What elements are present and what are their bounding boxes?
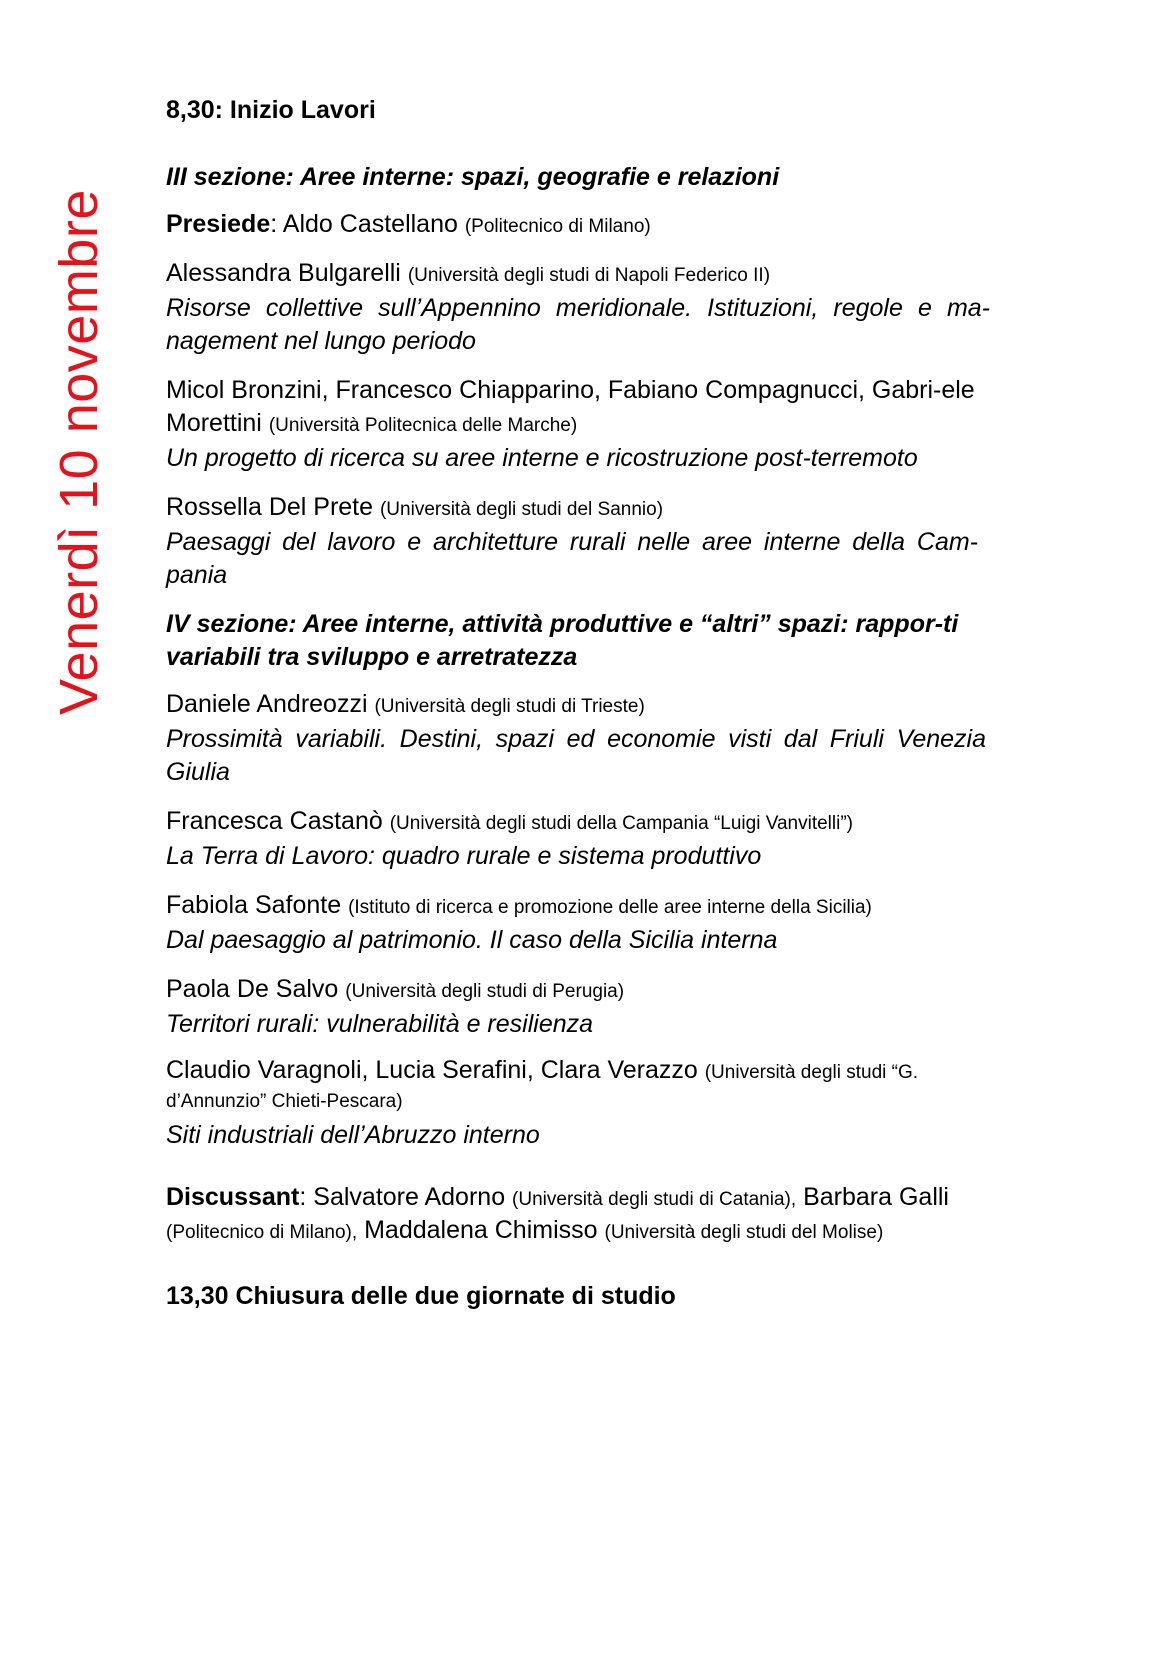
talk-item <box>166 973 1038 1041</box>
talk-title: Paesaggi del lavoro e architetture rurali nelle aree interne della Cam-pania <box>166 528 978 589</box>
talk-authors: Francesca Castanò <box>166 807 383 835</box>
talk-item <box>166 491 1038 592</box>
section-4-talks <box>166 688 1038 1152</box>
talk-authors: Paola De Salvo <box>166 975 339 1003</box>
discussant-name: Maddalena Chimisso <box>364 1216 598 1244</box>
section-4-title: IV sezione: Aree interne, attività produttive e “altri” spazi: rappor-ti variabili tra sviluppo e arretratezza <box>166 610 959 671</box>
date-title: Venerdì 10 novembre <box>49 189 109 715</box>
talk-affiliation: (Università degli studi del Sannio) <box>379 499 664 520</box>
talk-authors: Fabiola Safonte <box>166 891 342 919</box>
chair-label: Presiede <box>166 210 271 238</box>
section-3-talks <box>166 257 1038 592</box>
talk-authors: Micol Bronzini, Francesco Chiapparino, Fabiano Compagnucci, Gabri-ele Morettini <box>166 376 975 437</box>
talk-item <box>166 805 1038 873</box>
talk-authors: Alessandra Bulgarelli <box>166 259 401 287</box>
opening-time: 8,30: Inizio Lavori <box>166 96 376 124</box>
closing-time: 13,30 Chiusura delle due giornate di studio <box>166 1282 676 1310</box>
talk-affiliation: (Università Politecnica delle Marche) <box>268 415 578 436</box>
talk-authors: Rossella Del Prete <box>166 493 374 521</box>
discussant-label: Discussant <box>166 1183 300 1211</box>
discussant-name: Salvatore Adorno <box>313 1183 506 1211</box>
talk-title: Un progetto di ricerca su aree interne e ricostruzione post-terremoto <box>166 444 918 472</box>
program-content <box>166 96 1038 1311</box>
talk-authors: Claudio Varagnoli, Lucia Serafini, Clara Verazzo <box>166 1056 698 1084</box>
talk-item <box>166 889 1038 957</box>
talk-affiliation: (Università degli studi di Perugia) <box>345 981 625 1002</box>
discussant-name: Barbara Galli <box>803 1183 949 1211</box>
discussant-line <box>166 1182 966 1248</box>
discussant-separator: : <box>299 1183 307 1211</box>
talk-affiliation: (Università degli studi di Trieste) <box>374 696 645 717</box>
section-3-title: III sezione: Aree interne: spazi, geografie e relazioni <box>166 163 780 191</box>
talk-item <box>166 688 1038 789</box>
talk-title: Dal paesaggio al patrimonio. Il caso della Sicilia interna <box>166 926 778 954</box>
talk-title: Siti industriali dell’Abruzzo interno <box>166 1121 540 1149</box>
talk-item <box>166 374 1038 475</box>
talk-title: Risorse collettive sull’Appennino meridionale. Istituzioni, regole e ma-nagement nel lungo periodo <box>166 294 990 355</box>
chair-affiliation: (Politecnico di Milano) <box>464 216 651 237</box>
talk-authors: Daniele Andreozzi <box>166 690 368 718</box>
talk-title: La Terra di Lavoro: quadro rurale e sistema produttivo <box>166 842 762 870</box>
discussant-affiliation: (Università degli studi di Catania), <box>512 1189 797 1210</box>
chair-line <box>166 208 1038 243</box>
talk-affiliation: (Università degli studi di Napoli Federico II) <box>407 265 771 286</box>
talk-item <box>166 257 1038 358</box>
talk-affiliation: (Istituto di ricerca e promozione delle aree interne della Sicilia) <box>348 897 872 918</box>
talk-title: Prossimità variabili. Destini, spazi ed economie visti dal Friuli Venezia Giulia <box>166 725 986 786</box>
talk-item <box>166 1057 1038 1152</box>
discussant-affiliation: (Università degli studi del Molise) <box>604 1222 884 1243</box>
discussant-affiliation: (Politecnico di Milano), <box>166 1222 358 1243</box>
talk-affiliation: (Università degli studi “G. d’Annunzio” Chieti-Pescara) <box>166 1062 919 1112</box>
talk-title: Territori rurali: vulnerabilità e resilienza <box>166 1010 594 1038</box>
talk-affiliation: (Università degli studi della Campania “Luigi Vanvitelli”) <box>389 813 853 834</box>
chair-separator: : <box>270 210 278 238</box>
chair-name: Aldo Castellano <box>282 210 458 238</box>
